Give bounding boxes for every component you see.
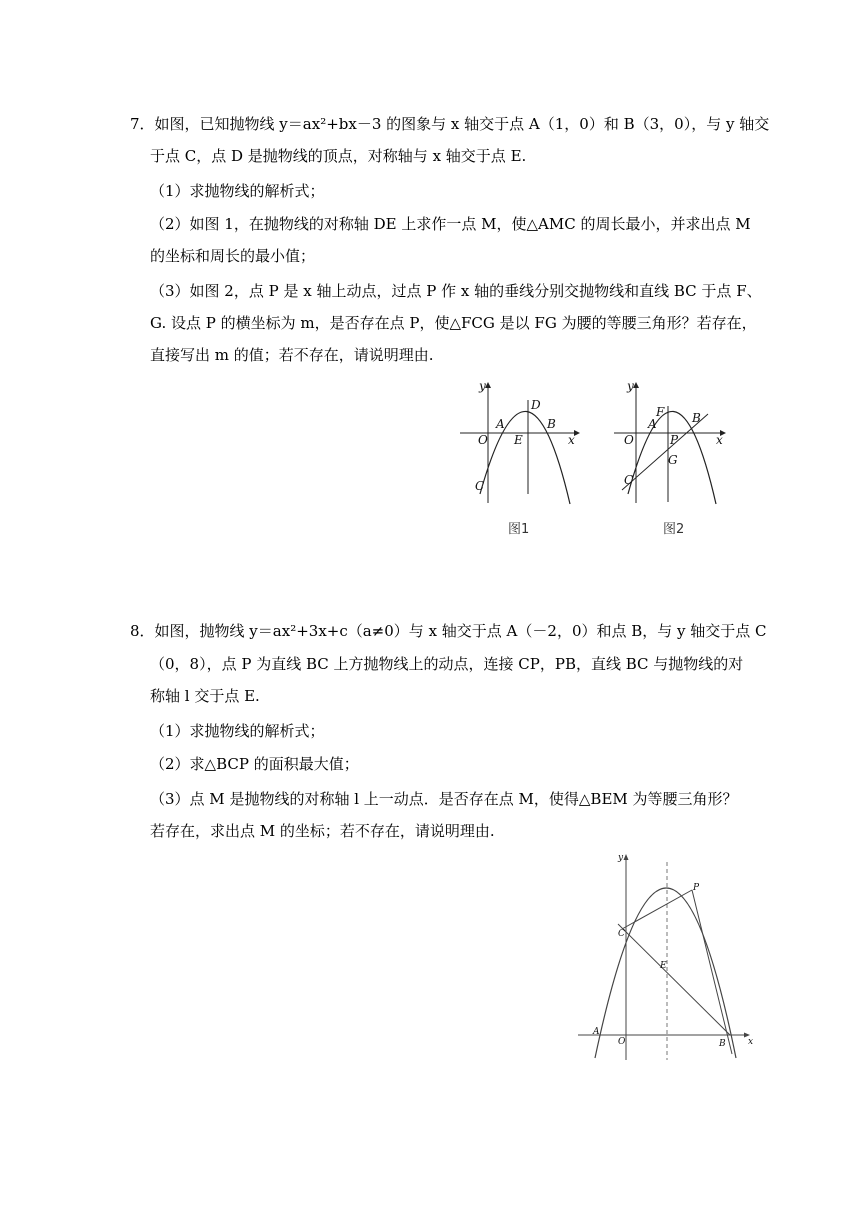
- fig2-label-A: A: [648, 417, 657, 431]
- q8-label-B: B: [719, 1039, 726, 1049]
- figure-1: [456, 378, 586, 508]
- q8-label-P: P: [693, 883, 700, 893]
- q7-line-2: 于点 C，点 D 是抛物线的顶点，对称轴与 x 轴交于点 E.: [150, 147, 527, 165]
- fig1-label-E: E: [514, 433, 523, 447]
- q8-line-1: 8．如图，抛物线 y＝ax²+3x+c（a≠0）与 x 轴交于点 A（－2，0）和点 B，与 y 轴交于点 C: [130, 622, 767, 640]
- q8-line-2: （0，8），点 P 为直线 BC 上方抛物线上的动点，连接 CP，PB，直线 BC 与抛物线的对: [150, 655, 744, 673]
- fig1-label-O: O: [478, 433, 488, 447]
- q7-part-2: （2）如图 1，在抛物线的对称轴 DE 上求作一点 M，使△AMC 的周长最小，并求出点 M: [150, 215, 751, 233]
- q7-line-1: 7．如图，已知抛物线 y＝ax²+bx－3 的图象与 x 轴交于点 A（1，0）和 B（3，0），与 y 轴交: [130, 115, 770, 133]
- figure-2: [612, 378, 742, 508]
- q8-parabola: [595, 888, 736, 1058]
- q8-part-3: （3）点 M 是抛物线的对称轴 l 上一动点．是否存在点 M，使得△BEM 为等腰三角形？: [150, 790, 738, 808]
- q7-part-3-end: 直接写出 m 的值；若不存在，请说明理由.: [150, 346, 434, 364]
- fig2-label-y: y: [627, 379, 634, 393]
- q7-part-1: （1）求抛物线的解析式；: [150, 182, 325, 200]
- fig1-parabola: [480, 411, 570, 504]
- fig2-label-O: O: [624, 433, 634, 447]
- figure-q8: [576, 848, 766, 1068]
- fig1-y-arrow: [485, 382, 491, 388]
- figure-1-caption: 图1: [508, 522, 530, 537]
- q8-label-C: C: [618, 929, 625, 939]
- q8-line-3: 称轴 l 交于点 E.: [150, 687, 260, 705]
- fig2-line-BC: [622, 414, 708, 490]
- fig1-label-y: y: [479, 379, 486, 393]
- q7-part-2-cont: 的坐标和周长的最小值；: [150, 247, 316, 265]
- q8-y-arrow: [624, 854, 629, 860]
- q7-part-3: （3）如图 2，点 P 是 x 轴上动点，过点 P 作 x 轴的垂线分别交抛物线和直线 BC 于点 F、: [150, 282, 762, 300]
- q8-line-PB: [692, 890, 732, 1054]
- q8-part-1: （1）求抛物线的解析式；: [150, 722, 325, 740]
- fig1-x-arrow: [574, 430, 580, 436]
- fig1-label-C: C: [475, 479, 485, 493]
- fig2-label-G: G: [668, 453, 678, 467]
- q8-label-y: y: [618, 853, 624, 863]
- q8-line-CP: [622, 890, 692, 929]
- q8-label-O: O: [618, 1037, 626, 1047]
- fig1-label-x: x: [568, 433, 575, 447]
- fig2-y-arrow: [633, 382, 639, 388]
- fig2-label-F: F: [656, 405, 665, 419]
- fig1-label-B: B: [547, 417, 556, 431]
- fig2-label-x: x: [716, 433, 723, 447]
- q7-part-3-cont: G. 设点 P 的横坐标为 m，是否存在点 P，使△FCG 是以 FG 为腰的等腰三角形？若存在，: [150, 314, 757, 332]
- q8-label-x: x: [748, 1037, 754, 1047]
- q8-label-A: A: [593, 1027, 600, 1037]
- q8-part-3-cont: 若存在，求出点 M 的坐标；若不存在，请说明理由.: [150, 822, 495, 840]
- figure-2-caption: 图2: [663, 522, 685, 537]
- q8-part-2: （2）求△BCP 的面积最大值；: [150, 755, 359, 773]
- fig2-label-C: C: [624, 473, 634, 487]
- q8-line-BC: [618, 924, 730, 1035]
- fig2-label-B: B: [692, 411, 701, 425]
- q8-label-E: E: [660, 961, 667, 971]
- fig1-label-D: D: [531, 398, 541, 412]
- fig2-label-P: P: [670, 433, 679, 447]
- fig1-label-A: A: [496, 417, 505, 431]
